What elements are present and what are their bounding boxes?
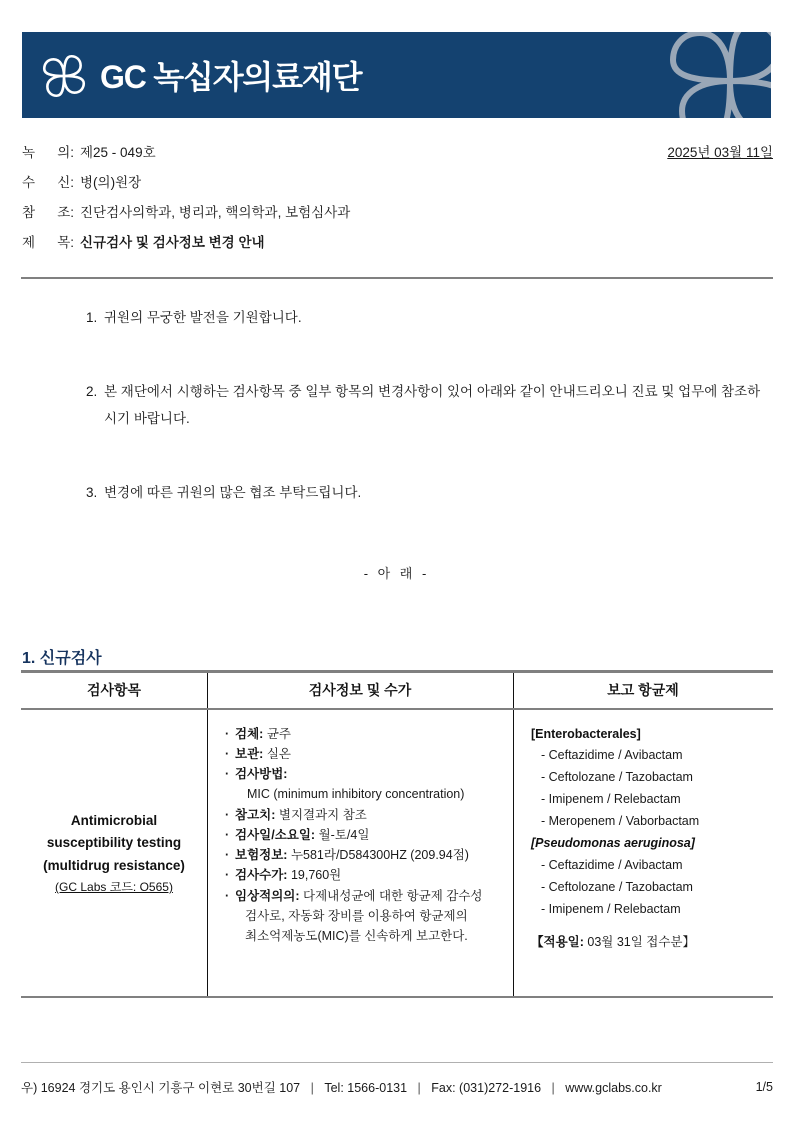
meta-label-doc-number-a: 녹 bbox=[22, 145, 36, 160]
document-date: 2025년 03월 11일 bbox=[667, 145, 773, 160]
table-bottom-rule bbox=[21, 996, 773, 999]
footer-contact-info bbox=[21, 1078, 746, 1096]
footer-separator: | bbox=[417, 1081, 421, 1095]
meta-label-recipient bbox=[22, 171, 74, 191]
meta-value-doc-number: 제25 - 049호 bbox=[80, 145, 156, 160]
table-header-row bbox=[21, 673, 773, 708]
banner-title: GC 녹십자의료재단 bbox=[100, 59, 362, 95]
info-value: 균주 bbox=[266, 726, 291, 741]
meta-label-recipient-b: 신: bbox=[57, 175, 74, 190]
table-header-test-info: 검사정보 및 수가 bbox=[308, 682, 412, 698]
gc-pinwheel-logo-icon bbox=[38, 50, 90, 102]
table-divider-1 bbox=[207, 673, 208, 708]
meta-label-subject-a: 제 bbox=[22, 235, 36, 250]
footer-tel: Tel: 1566-0131 bbox=[324, 1081, 408, 1095]
header-divider bbox=[21, 277, 773, 279]
info-label: 보험정보: bbox=[235, 848, 288, 862]
info-continuation: 최소억제농도(MIC)를 신속하게 보고한다. bbox=[245, 929, 468, 943]
meta-value-cc: 진단검사의학과, 병리과, 핵의학과, 보험심사과 bbox=[80, 205, 351, 220]
body-paragraph bbox=[22, 480, 773, 506]
antibiotic-item: - Ceftolozane / Tazobactam bbox=[541, 879, 693, 894]
body-paragraphs bbox=[22, 305, 773, 506]
header-banner bbox=[22, 32, 771, 118]
meta-value-subject: 신규검사 및 검사정보 변경 안내 bbox=[80, 235, 265, 250]
body-paragraph bbox=[22, 305, 773, 331]
gc-pinwheel-watermark-icon bbox=[655, 32, 771, 118]
paragraph-text: 본 재단에서 시행하는 검사항목 중 일부 항목의 변경사항이 있어 아래와 같이 안내드리오니 진료 및 업무에 참조하시기 바랍니다. bbox=[104, 384, 761, 426]
info-label: 임상적의의: bbox=[235, 888, 300, 903]
paragraph-number: 3. bbox=[86, 484, 98, 500]
antibiotic-group-title: [Enterobacterales] bbox=[531, 726, 641, 741]
info-item bbox=[225, 744, 505, 764]
info-item bbox=[225, 865, 505, 885]
meta-label-doc-number bbox=[22, 141, 74, 161]
body-paragraph bbox=[22, 379, 773, 432]
footer-website[interactable]: www.gclabs.co.kr bbox=[565, 1081, 662, 1095]
info-item bbox=[225, 825, 505, 845]
paragraph-text: 귀원의 무궁한 발전을 기원합니다. bbox=[104, 310, 302, 325]
apply-date-value: 03월 31일 접수분】 bbox=[587, 935, 696, 950]
table-row bbox=[21, 710, 773, 996]
info-item bbox=[225, 845, 505, 865]
apply-date-note bbox=[531, 932, 765, 950]
paragraph-number: 1. bbox=[86, 310, 98, 325]
antibiotic-item: - Imipenem / Relebactam bbox=[541, 792, 681, 807]
info-label: 보관: bbox=[235, 746, 264, 761]
antibiotic-item: - Ceftazidime / Avibactam bbox=[541, 857, 683, 872]
table-divider-2 bbox=[513, 673, 514, 708]
meta-label-subject bbox=[22, 231, 74, 251]
table-divider-1 bbox=[207, 710, 208, 996]
table-header-reported-antibiotics: 보고 항균제 bbox=[607, 682, 679, 698]
test-name-line: Antimicrobial bbox=[70, 813, 158, 829]
meta-row-recipient bbox=[22, 168, 773, 198]
apply-date-label: 【적용일: bbox=[531, 935, 584, 950]
antibiotic-item: - Ceftazidime / Avibactam bbox=[541, 748, 683, 763]
meta-label-recipient-a: 수 bbox=[22, 175, 36, 190]
info-item bbox=[225, 805, 505, 825]
below-marker: - 아 래 - bbox=[363, 566, 430, 581]
info-sub-value: MIC (minimum inhibitory concentration) bbox=[247, 787, 465, 802]
meta-label-subject-b: 목: bbox=[57, 235, 74, 250]
test-name-line: (multidrug resistance) bbox=[43, 857, 185, 873]
info-value: 실온 bbox=[266, 746, 291, 761]
info-value: 별지결과지 참조 bbox=[278, 807, 367, 822]
cell-test-info bbox=[207, 710, 513, 996]
info-continuation: 검사로, 자동화 장비를 이용하여 항균제의 bbox=[245, 908, 468, 923]
new-tests-table bbox=[21, 670, 773, 998]
footer-address: 우) 16924 경기도 용인시 기흥구 이현로 30번길 107 bbox=[21, 1081, 301, 1095]
cell-reported-antibiotics bbox=[513, 710, 773, 996]
footer-separator: | bbox=[551, 1081, 555, 1095]
table-divider-2 bbox=[513, 710, 514, 996]
meta-row-subject bbox=[22, 228, 773, 258]
meta-label-cc-a: 참 bbox=[22, 205, 36, 220]
info-label: 참고치: bbox=[235, 807, 276, 822]
table-header-test-item: 검사항목 bbox=[86, 682, 142, 698]
info-item bbox=[225, 886, 505, 906]
cell-test-name bbox=[21, 710, 207, 996]
meta-row-cc bbox=[22, 198, 773, 228]
paragraph-number: 2. bbox=[86, 384, 98, 400]
footer-divider bbox=[21, 1062, 773, 1063]
paragraph-text: 변경에 따른 귀원의 많은 협조 부탁드립니다. bbox=[104, 484, 362, 500]
footer-separator: | bbox=[310, 1081, 314, 1095]
info-value: 월-토/4일 bbox=[318, 827, 370, 842]
info-value: 다제내성균에 대한 항균제 감수성 bbox=[303, 888, 483, 903]
info-value: 누581라/D584300HZ (209.94점) bbox=[290, 848, 469, 862]
antibiotic-item: - Imipenem / Relebactam bbox=[541, 901, 681, 916]
footer-fax: Fax: (031)272-1916 bbox=[431, 1081, 542, 1095]
meta-label-cc-b: 조: bbox=[57, 205, 74, 220]
info-value: 19,760원 bbox=[290, 868, 342, 883]
antibiotic-group-title: [Pseudomonas aeruginosa] bbox=[531, 835, 695, 850]
page-footer bbox=[21, 1078, 773, 1096]
test-code: (GC Labs 코드: O565) bbox=[55, 879, 173, 894]
info-item bbox=[225, 764, 505, 784]
page-title: 1. 신규검사 bbox=[22, 650, 102, 667]
meta-value-recipient: 병(의)원장 bbox=[80, 175, 142, 190]
test-name-line: susceptibility testing bbox=[46, 835, 182, 851]
document-meta bbox=[22, 138, 773, 258]
meta-label-doc-number-b: 의: bbox=[57, 145, 74, 160]
meta-label-cc bbox=[22, 201, 74, 221]
info-label: 검사방법: bbox=[235, 767, 288, 781]
info-item bbox=[225, 724, 505, 744]
footer-page-number: 1/5 bbox=[755, 1080, 773, 1094]
info-label: 검체: bbox=[235, 726, 264, 741]
antibiotic-item: - Meropenem / Vaborbactam bbox=[541, 814, 700, 828]
info-label: 검사일/소요일: bbox=[235, 827, 316, 842]
antibiotic-item: - Ceftolozane / Tazobactam bbox=[541, 770, 693, 785]
info-label: 검사수가: bbox=[235, 868, 288, 883]
test-name bbox=[43, 810, 185, 877]
meta-row-doc-number bbox=[22, 138, 773, 168]
